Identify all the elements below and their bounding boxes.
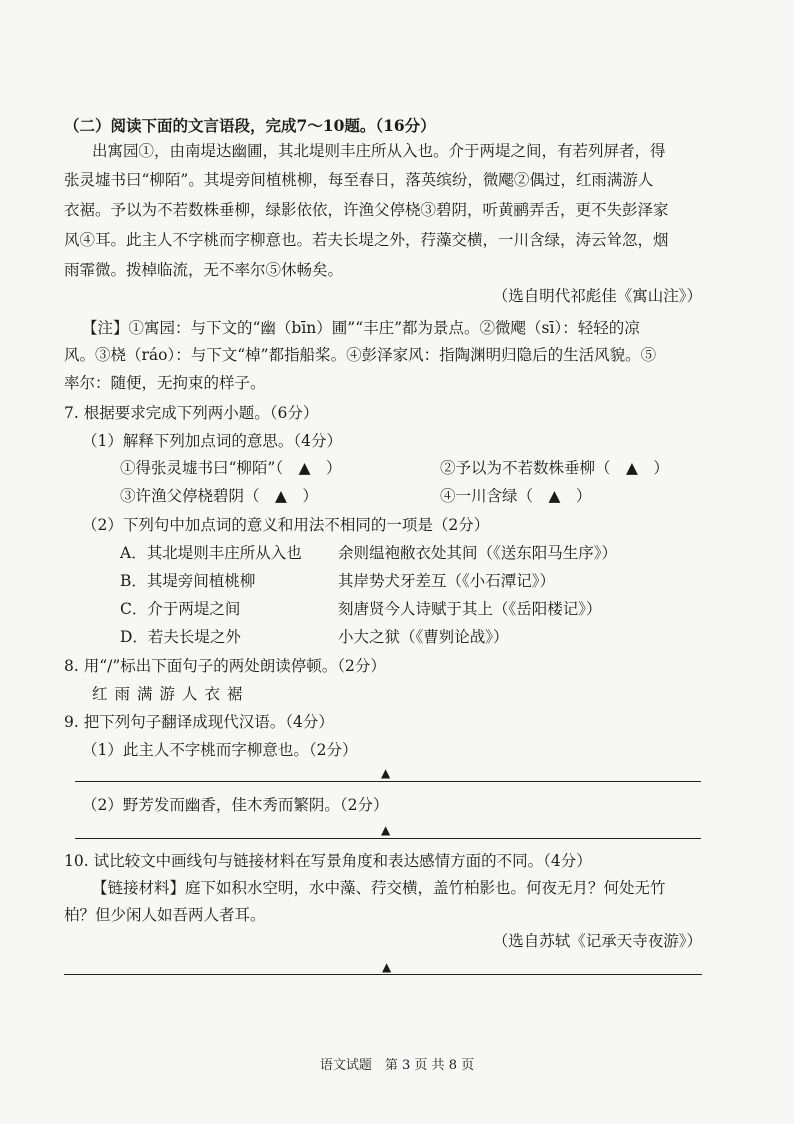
q10-source: （选自苏轼《记承天寺夜游》）: [492, 932, 702, 950]
answer-line: [64, 974, 702, 975]
q7-option-right: 余则缊袍敝衣处其间（《送东阳马生序》）: [338, 544, 618, 562]
passage-line: 出寓园①，由南堤达幽圃，其北堤则丰庄所从入也。介于两堤之间，有若列屏者，得: [92, 142, 666, 160]
q7-option-right: 刻唐贤今人诗赋于其上（《岳阳楼记》）: [338, 600, 602, 618]
passage-line: 雨霏微。拨棹临流，无不率尔⑤休畅矣。: [64, 261, 344, 279]
answer-mark: ▲: [382, 960, 392, 974]
q7-option-left: A．其北堤则丰庄所从入也: [120, 544, 302, 562]
q7-option-right: 小大之狱（《曹刿论战》）: [338, 628, 509, 646]
q7-option-left: C．介于两堤之间: [120, 600, 241, 618]
q7-sub2: （2）下列句中加点词的意义和用法不相同的一项是（2分）: [82, 516, 490, 534]
q7-option-left: D．若夫长堤之外: [120, 628, 241, 646]
notes-line: 率尔：随便，无拘束的样子。: [64, 374, 266, 392]
q8-sentence: 红雨满游人衣裾: [92, 685, 250, 703]
q7-item: ②予以为不若数株垂柳（ ▲ ）: [440, 459, 669, 477]
answer-line: [75, 781, 701, 782]
q7-item: ④一川含绿（ ▲ ）: [440, 487, 592, 505]
q7-item: ①得张灵墟书曰“柳陌”（ ▲ ）: [120, 459, 342, 477]
q7-option-left: B．其堤旁间植桃柳: [120, 572, 256, 590]
q7-option-right: 其岸势犬牙差互（《小石潭记》）: [338, 572, 556, 590]
passage-line: 风④耳。此主人不字桃而字柳意也。若夫长堤之外，荇藻交横，一川含绿，涛云耸忽，烟: [64, 231, 669, 249]
passage-line: 衣裾。予以为不若数株垂柳，绿影依依，许渔父停桡③碧阴，听黄鹂弄舌，更不失彭泽家: [64, 201, 669, 219]
answer-mark: ▲: [381, 766, 391, 780]
q7-item: ③许渔父停桡碧阴（ ▲ ）: [120, 487, 318, 505]
q9-sub2: （2）野芳发而幽香，佳木秀而繁阴。（2分）: [82, 796, 389, 814]
notes-line: 【注】①寓园：与下文的“幽（bīn）圃”“丰庄”都为景点。②微飔（sī）：轻轻的凉: [82, 319, 640, 337]
page-footer: 语文试题 第 3 页 共 8 页: [319, 1058, 475, 1073]
q10-material-line: 【链接材料】庭下如积水空明，水中藻、荇交横，盖竹柏影也。何夜无月？何处无竹: [92, 879, 666, 897]
q9-title: 9. 把下列句子翻译成现代汉语。（4分）: [64, 713, 334, 731]
section-header: （二）阅读下面的文言语段，完成7～10题。（16分）: [64, 116, 436, 135]
q10-title: 10. 试比较文中画线句与链接材料在写景角度和表达感情方面的不同。（4分）: [64, 852, 592, 870]
q7-title: 7. 根据要求完成下列两小题。（6分）: [64, 404, 319, 422]
passage-line: 张灵墟书曰“柳陌”。其堤旁间植桃柳，每至春日，落英缤纷，微飔②偶过，红雨满游人: [64, 171, 654, 189]
q8-title: 8. 用“/”标出下面句子的两处朗读停顿。（2分）: [64, 657, 386, 675]
answer-mark: ▲: [381, 823, 391, 837]
notes-line: 风。③桡（ráo）：与下文“棹”都指船桨。④彭泽家风：指陶渊明归隐后的生活风貌。⑤: [64, 346, 657, 364]
q7-sub1: （1）解释下列加点词的意思。（4分）: [82, 432, 342, 450]
passage-source: （选自明代祁彪佳《寓山注》）: [492, 287, 702, 305]
q9-sub1: （1）此主人不字桃而字柳意也。（2分）: [82, 741, 358, 759]
answer-line: [75, 838, 701, 839]
q10-material-line: 柏？但少闲人如吾两人者耳。: [64, 906, 266, 924]
